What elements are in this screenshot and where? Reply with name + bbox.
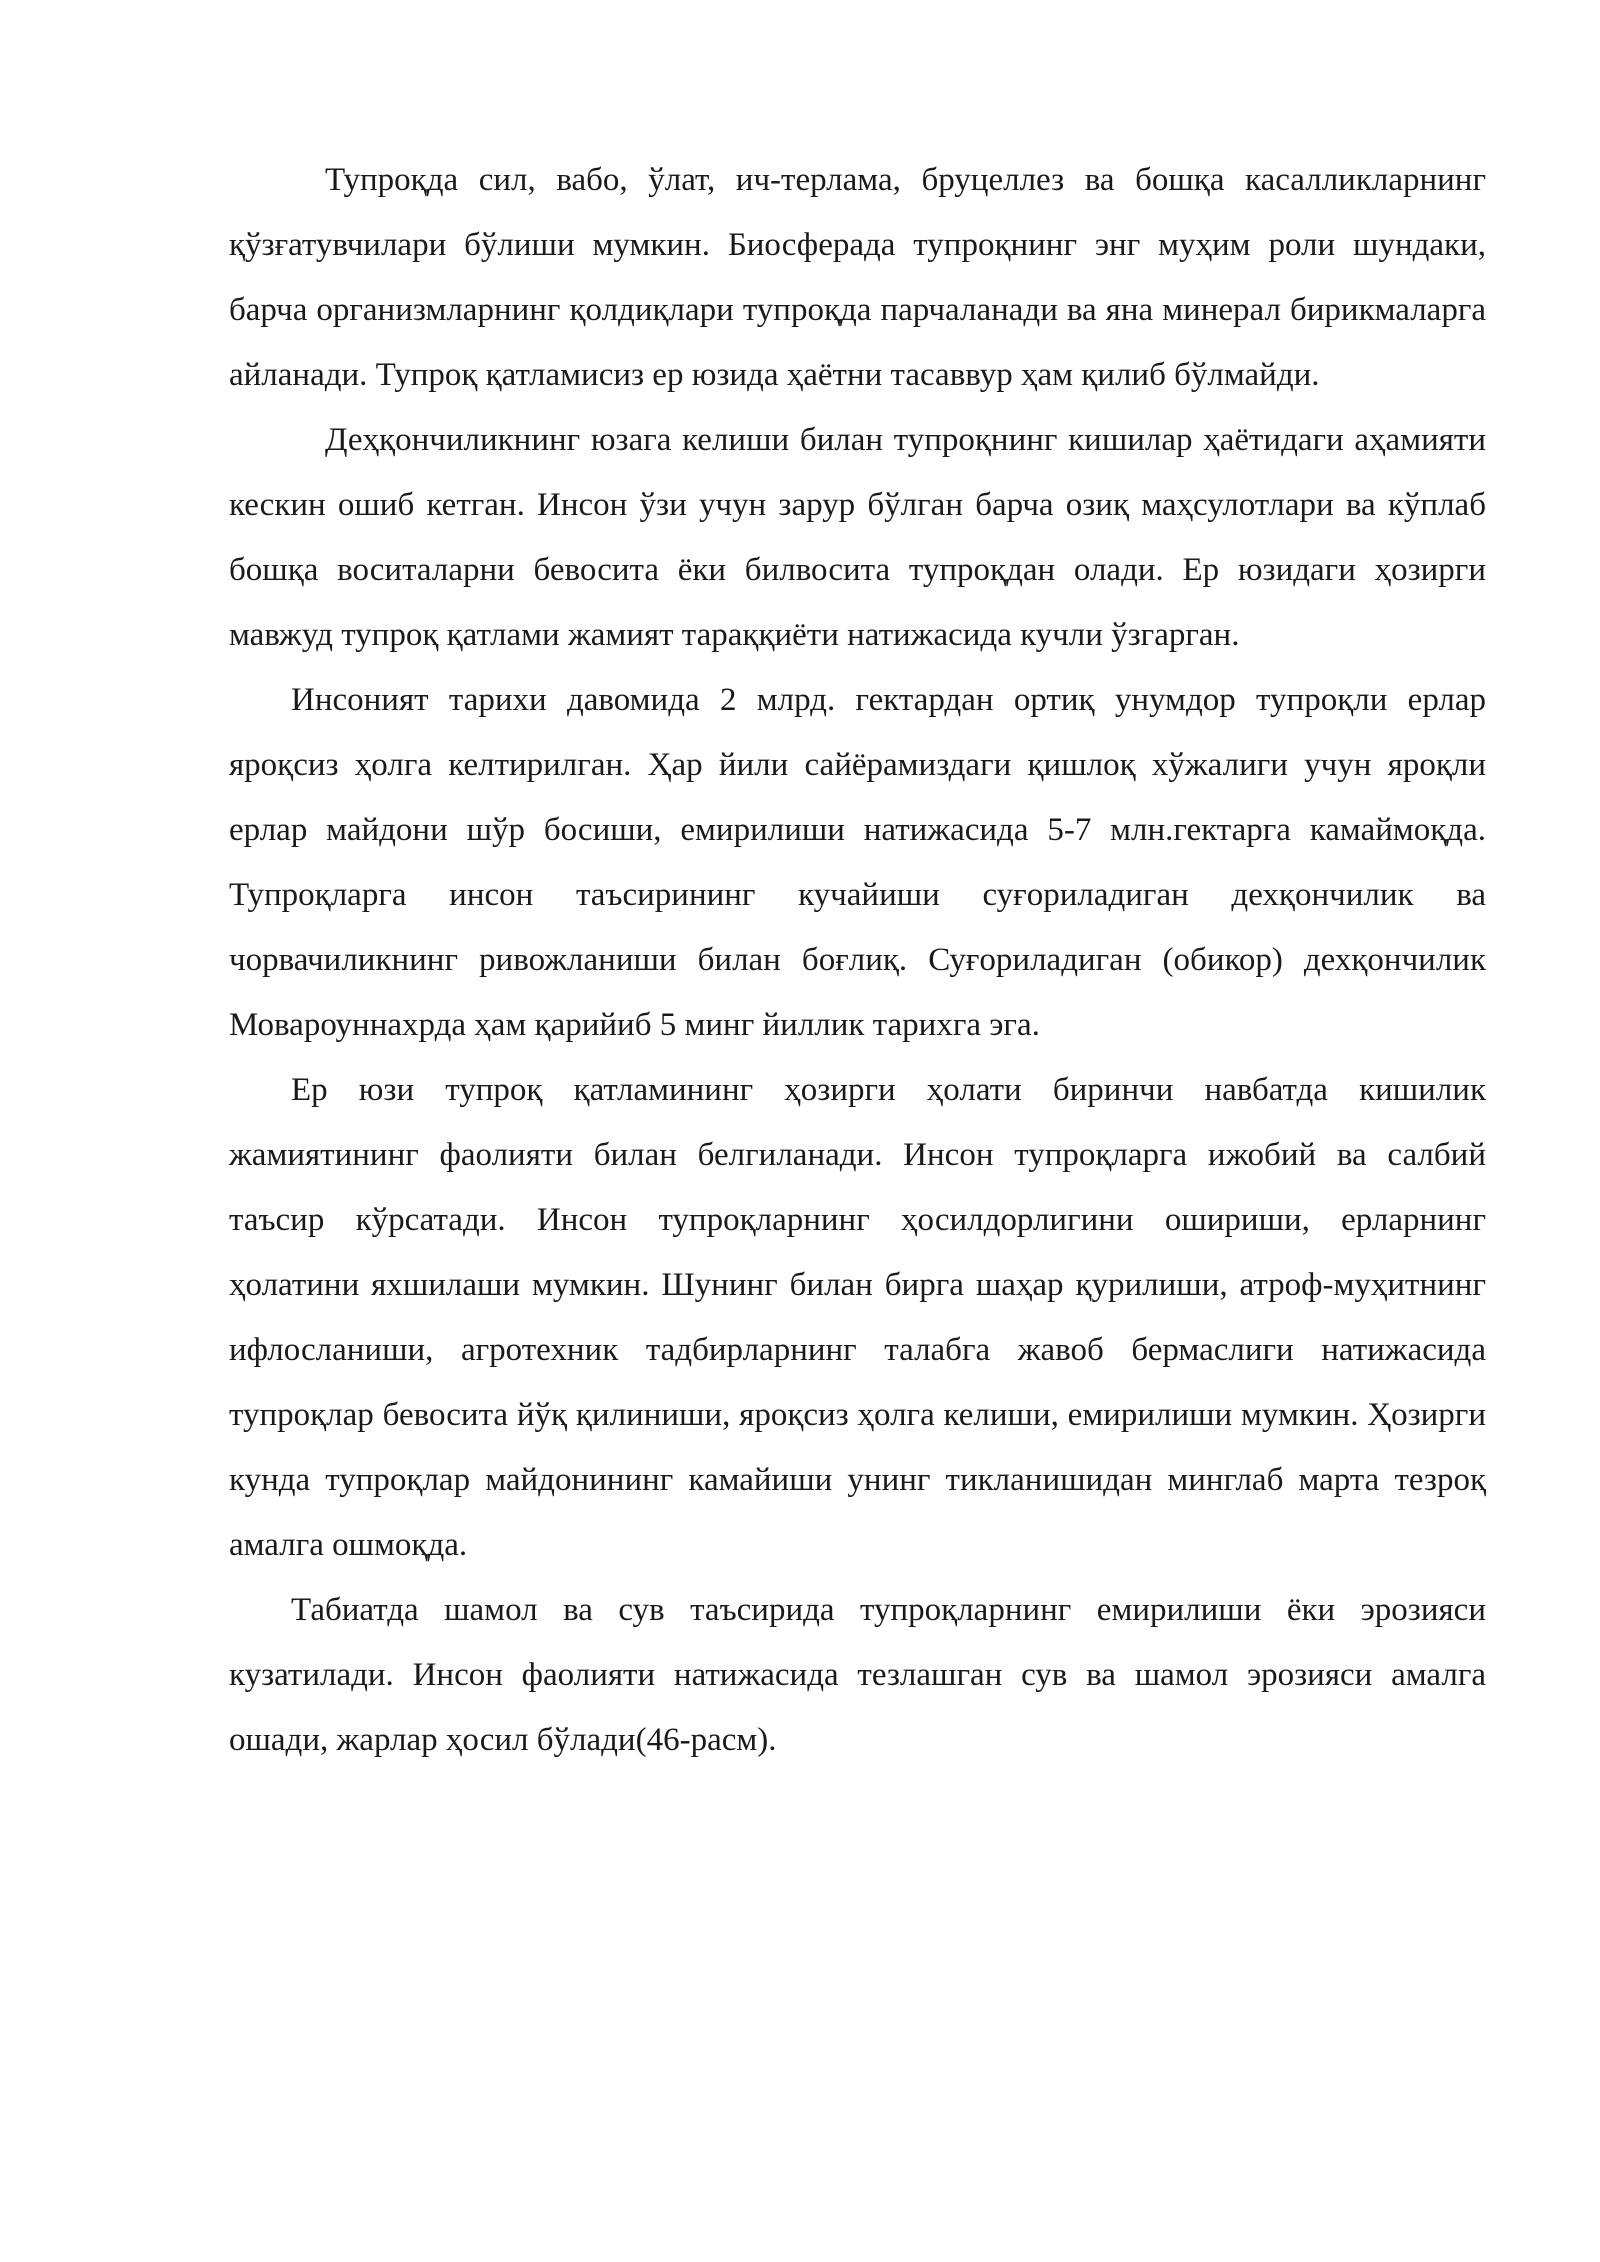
paragraph-4: Ер юзи тупроқ қатламининг ҳозирги ҳолати биринчи навбатда кишилик жамиятининг фаолияти билан белгиланади. Инсон тупроқларга ижобий ва салбий таъсир кўрсатади. Инсон тупроқларнинг ҳосилдорлигини ошириши, ерларнинг ҳолатини яхшилаши мумкин. Шунинг билан бирга шаҳар қурилиши, атроф-муҳитнинг ифлосланиши, агротехник тадбирларнинг талабга жавоб бермаслиги натижасида тупроқлар бевосита йўқ қилиниши, яроқсиз ҳолга келиши, емирилиши мумкин. Ҳозирги кунда тупроқлар майдонининг камайиши унинг тикланишидан минглаб марта тезроқ амалга ошмоқда.	[229, 1072, 1486, 1563]
document-body	[229, 148, 1486, 1773]
paragraph-5: Табиатда шамол ва сув таъсирида тупроқларнинг емирилиши ёки эрозияси кузатилади. Инсон фаолияти натижасида тезлашган сув ва шамол эрозияси амалга ошади, жарлар ҳосил бўлади(46-расм).	[229, 1592, 1486, 1758]
paragraph-2: Деҳқончиликнинг юзага келиши билан тупроқнинг кишилар ҳаётидаги аҳамияти кескин ошиб кетган. Инсон ўзи учун зарур бўлган барча озиқ маҳсулотлари ва кўплаб бошқа воситаларни бевосита ёки билвосита тупроқдан олади. Ер юзидаги ҳозирги мавжуд тупроқ қатлами жамият тараққиёти натижасида кучли ўзгарган.	[229, 422, 1486, 653]
paragraph-1: Тупроқда сил, вабо, ўлат, ич-терлама, бруцеллез ва бошқа касалликларнинг қўзғатувчилари бўлиши мумкин. Биосферада тупроқнинг энг муҳим роли шундаки, барча организмларнинг қолдиқлари тупроқда парчаланади ва яна минерал бирикмаларга айланади. Тупроқ қатламисиз ер юзида ҳаётни тасаввур ҳам қилиб бўлмайди.	[229, 162, 1486, 393]
paragraph-3: Инсоният тарихи давомида 2 млрд. гектардан ортиқ унумдор тупроқли ерлар яроқсиз ҳолга келтирилган. Ҳар йили сайёрамиздаги қишлоқ хўжалиги учун яроқли ерлар майдони шўр босиши, емирилиши натижасида 5-7 млн.гектарга камаймоқда. Тупроқларга инсон таъсирининг кучайиши суғориладиган дехқончилик ва чорвачиликнинг ривожланиши билан боғлиқ. Суғориладиган (обикор) дехқончилик Мовароуннахрда ҳам қарийиб 5 минг йиллик тарихга эга.	[229, 682, 1486, 1043]
